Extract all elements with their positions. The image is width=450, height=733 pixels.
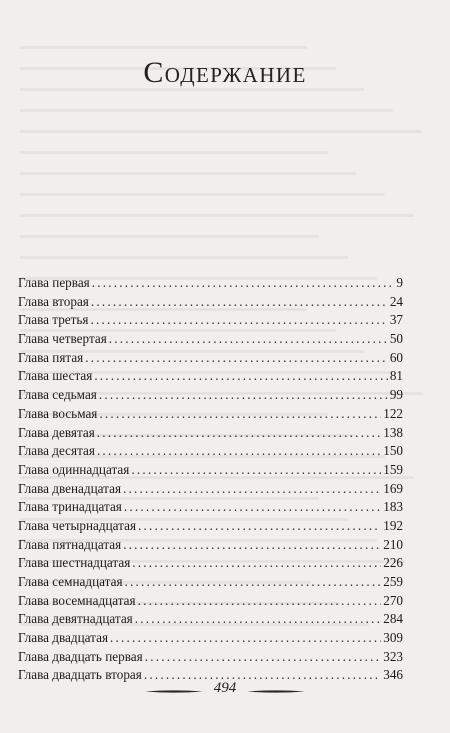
toc-entry-page: 284 — [383, 611, 403, 627]
toc-entry — [18, 648, 403, 667]
toc-leader-dots — [125, 573, 382, 592]
toc-entry — [18, 554, 403, 573]
bleed-through-line — [20, 193, 430, 208]
toc-entry-label: Глава десятая — [18, 443, 95, 459]
toc-entry-label: Глава одиннадцатая — [18, 461, 130, 477]
toc-entry-page: 9 — [396, 275, 403, 290]
toc-entry-page: 159 — [383, 461, 403, 477]
toc-entry-label: Глава пятая — [18, 349, 84, 365]
page-number: 494 — [213, 680, 237, 696]
toc-leader-dots — [138, 592, 382, 611]
toc-entry-page: 138 — [383, 424, 403, 440]
toc-entry-label: Глава шестая — [18, 368, 93, 384]
bleed-through-bar — [20, 46, 307, 49]
page-footer — [0, 680, 450, 704]
toc-entry — [18, 461, 403, 480]
toc-entry — [18, 349, 403, 368]
toc-entry-page: 346 — [383, 667, 403, 683]
toc-entry-page: 122 — [383, 405, 403, 421]
toc-entry-page: 60 — [389, 349, 403, 365]
toc-leader-dots — [90, 311, 387, 330]
toc-leader-dots — [138, 517, 381, 536]
bleed-through-bar — [20, 214, 414, 217]
toc-leader-dots — [124, 498, 381, 517]
toc-entry-label: Глава двадцать вторая — [18, 667, 142, 683]
bleed-through-line — [20, 109, 430, 124]
toc-leader-dots — [145, 648, 382, 667]
toc-entry-page: 226 — [383, 555, 403, 571]
toc-leader-dots — [132, 554, 381, 573]
toc-leader-dots — [91, 293, 388, 312]
footer-ornament-left — [145, 689, 203, 694]
toc-entry — [18, 367, 403, 386]
toc-entry-page: 183 — [383, 499, 403, 515]
toc-entry-label: Глава первая — [18, 275, 90, 290]
toc-entry-label: Глава восьмая — [18, 405, 98, 421]
bleed-through-line — [20, 151, 430, 166]
toc-entry-label: Глава семнадцатая — [18, 574, 123, 589]
bleed-through-bar — [20, 256, 348, 259]
toc-entry — [18, 293, 403, 312]
toc-entry-page: 24 — [389, 293, 403, 309]
toc-entry-label: Глава двадцатая — [18, 630, 109, 646]
toc-entry-page: 81 — [389, 368, 403, 384]
toc-entry-page: 169 — [383, 480, 403, 496]
toc-entry — [18, 498, 403, 517]
toc-entry-page: 270 — [383, 592, 403, 608]
toc-entry-label: Глава девятая — [18, 424, 95, 440]
toc-entry — [18, 330, 403, 349]
toc-entry — [18, 311, 403, 330]
toc-entry-page: 309 — [383, 630, 403, 646]
toc-entry-page: 259 — [383, 574, 403, 589]
toc-entry-page: 192 — [383, 517, 403, 533]
bleed-through-line — [20, 172, 430, 187]
toc-leader-dots — [99, 386, 388, 405]
bleed-through-bar — [20, 109, 393, 112]
toc-leader-dots — [110, 629, 381, 648]
toc-entry — [18, 610, 403, 629]
toc-entry — [18, 386, 403, 405]
toc-entry-label: Глава четырнадцатая — [18, 517, 137, 533]
toc-leader-dots — [123, 536, 381, 555]
bleed-through-line — [20, 256, 430, 271]
toc-entry-label: Глава шестнадцатая — [18, 555, 131, 571]
toc-entry-page: 323 — [383, 648, 403, 664]
page-title: Содержание — [143, 56, 307, 89]
toc-entry-label: Глава восемнадцатая — [18, 592, 136, 608]
toc-entry — [18, 536, 403, 555]
toc-entry — [18, 442, 403, 461]
toc-entry-page: 150 — [383, 443, 403, 459]
toc-entry-page: 210 — [383, 536, 403, 552]
toc-leader-dots — [92, 274, 395, 293]
toc-entry — [18, 480, 403, 499]
toc-entry-page: 37 — [389, 312, 403, 328]
toc-leader-dots — [109, 330, 388, 349]
toc-entry-label: Глава вторая — [18, 293, 89, 309]
toc-entry-page: 50 — [389, 331, 403, 347]
bleed-through-bar — [20, 130, 422, 133]
toc-entry-label: Глава четвертая — [18, 331, 107, 347]
bleed-through-bar — [20, 193, 385, 196]
toc-entry — [18, 629, 403, 648]
toc-leader-dots — [97, 424, 381, 443]
toc-entry-label: Глава тринадцатая — [18, 499, 122, 515]
bleed-through-bar — [20, 235, 319, 238]
toc-entry-label: Глава третья — [18, 312, 89, 328]
toc-entry — [18, 424, 403, 443]
bleed-through-line — [20, 130, 430, 145]
toc-entry-page: 99 — [389, 387, 403, 403]
bleed-through-bar — [20, 172, 356, 175]
toc-leader-dots — [99, 405, 381, 424]
toc-leader-dots — [131, 461, 381, 480]
toc-entry-label: Глава девятнадцатая — [18, 611, 133, 627]
table-of-contents — [18, 274, 403, 685]
toc-entry — [18, 405, 403, 424]
toc-leader-dots — [85, 349, 388, 368]
toc-leader-dots — [123, 480, 381, 499]
footer-ornament-right — [247, 689, 305, 694]
toc-entry-label: Глава пятнадцатая — [18, 536, 122, 552]
toc-entry — [18, 573, 403, 592]
bleed-through-line — [20, 214, 430, 229]
toc-leader-dots — [94, 367, 388, 386]
bleed-through-line — [20, 88, 430, 103]
toc-entry — [18, 274, 403, 293]
toc-leader-dots — [135, 610, 381, 629]
toc-entry — [18, 592, 403, 611]
bleed-through-line — [20, 235, 430, 250]
toc-entry-label: Глава двенадцатая — [18, 480, 122, 496]
toc-leader-dots — [97, 442, 381, 461]
bleed-through-bar — [20, 151, 328, 154]
toc-entry — [18, 517, 403, 536]
toc-entry-label: Глава двадцать первая — [18, 648, 143, 664]
toc-entry-label: Глава седьмая — [18, 387, 97, 403]
